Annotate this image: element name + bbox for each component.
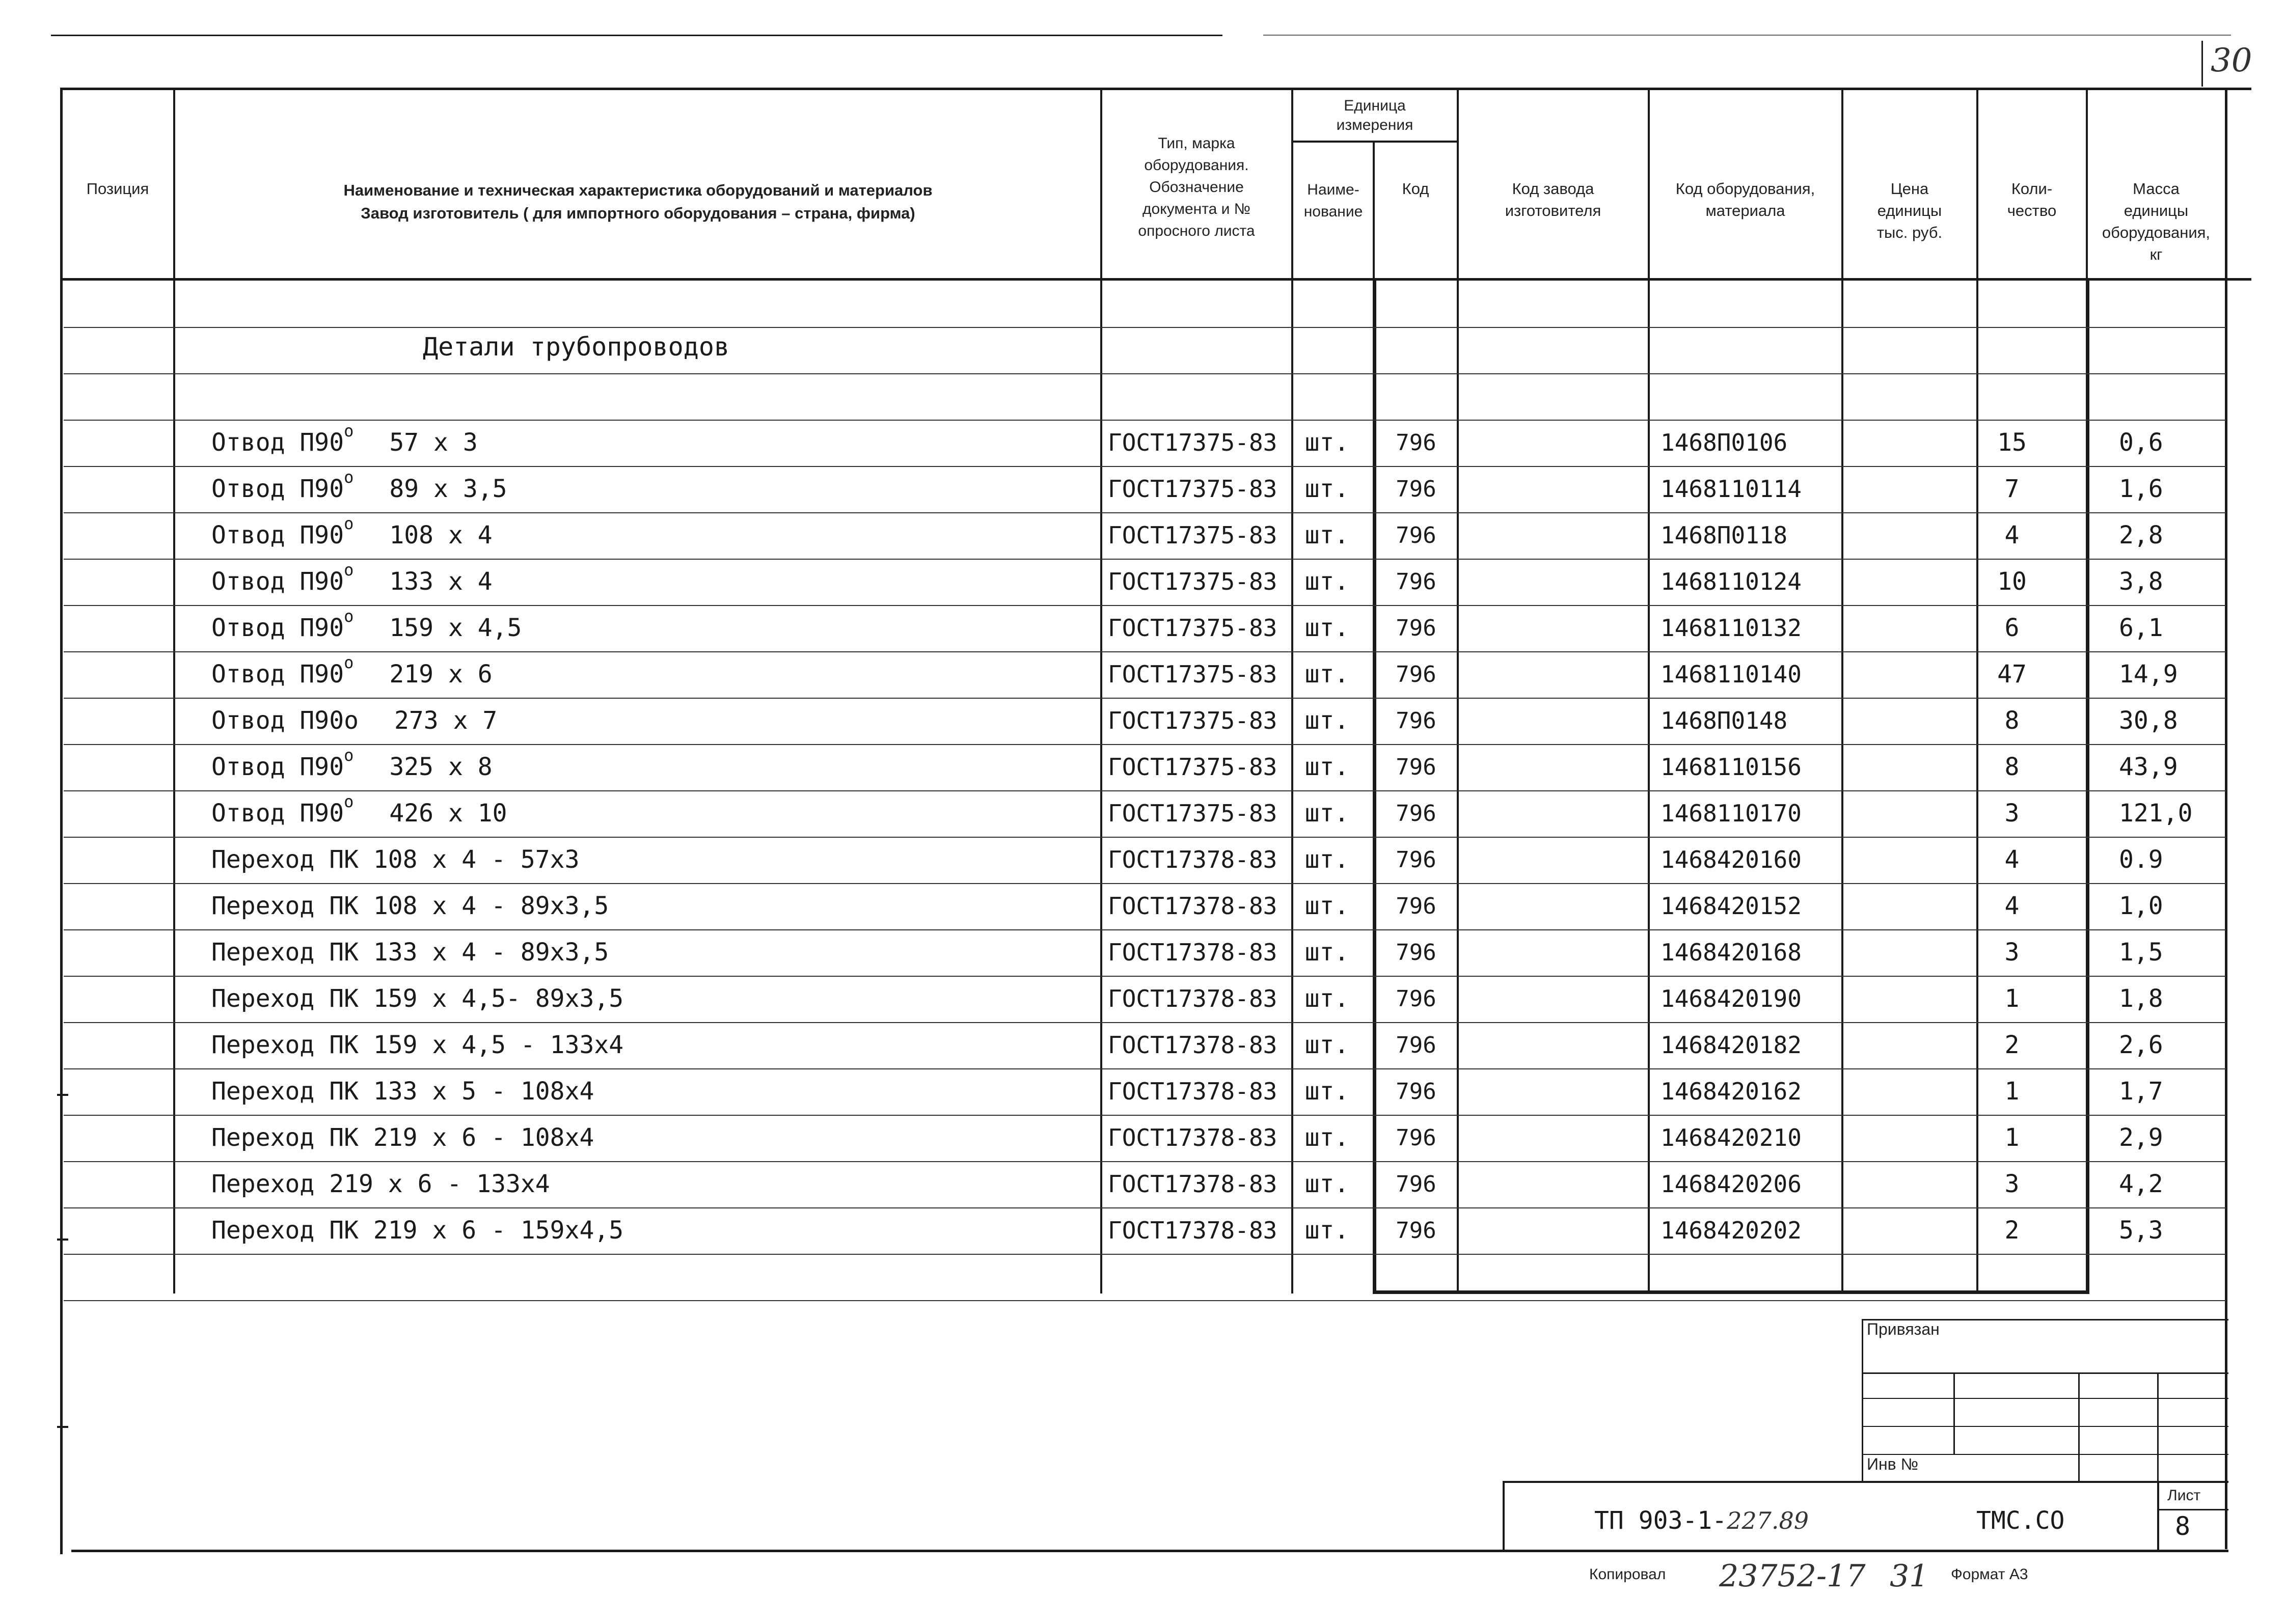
row-unit: шт. [1304, 1077, 1349, 1106]
row-name-text: Переход 219 х 6 - 133х4 [211, 1170, 550, 1198]
row-mass: 2,8 [2119, 521, 2163, 549]
header-unit-name-line1: Наиме- [1307, 181, 1359, 198]
row-name [211, 559, 493, 605]
row-unit-code: 796 [1396, 847, 1436, 873]
col-sep-factory-code [1648, 88, 1650, 1293]
row-gost: ГОСТ17375-83 [1108, 707, 1277, 734]
row-quantity: 47 [1997, 660, 2027, 689]
row-name [211, 1022, 623, 1068]
header-price-line1: Цена [1890, 180, 1929, 198]
row-mass: 14,9 [2119, 660, 2178, 689]
header-factory-code-line1: Код завода [1512, 180, 1594, 198]
row-material-code: 1468110114 [1661, 475, 1802, 503]
row-name-text: Переход ПК 108 х 4 - 89х3,5 [211, 892, 609, 920]
row-name-text: Отвод П90 [211, 521, 344, 549]
row-gost: ГОСТ17375-83 [1108, 475, 1277, 503]
row-material-code: 1468110170 [1661, 800, 1802, 827]
row-mass: 121,0 [2119, 799, 2193, 828]
row-gost: ГОСТ17378-83 [1108, 985, 1277, 1012]
row-unit-code: 796 [1396, 1125, 1436, 1151]
row-gost: ГОСТ17378-83 [1108, 1078, 1277, 1105]
row-material-code: 1468420210 [1661, 1124, 1802, 1151]
row-quantity: 8 [2004, 706, 2020, 735]
top-rule [51, 35, 1222, 36]
row-mass: 2,9 [2119, 1123, 2163, 1152]
row-mass: 1,5 [2119, 938, 2163, 967]
row-unit: шт. [1304, 706, 1349, 735]
row-unit-code: 796 [1396, 615, 1436, 641]
header-unit-group-line2: измерения [1336, 117, 1413, 133]
stamp-privyazan: Привязан [1867, 1320, 1940, 1338]
header-unit-group-line1: Единица [1344, 97, 1406, 114]
row-quantity: 1 [2004, 1077, 2020, 1106]
row-gost: ГОСТ17378-83 [1108, 939, 1277, 966]
row-name [211, 883, 609, 929]
col-sep-name [1100, 88, 1102, 1293]
row-unit-code: 796 [1396, 1079, 1436, 1105]
stamp-doc-code-hand: 227.89 [1727, 1507, 1809, 1534]
row-unit-code: 796 [1396, 569, 1436, 595]
row-gost: ГОСТ17375-83 [1108, 521, 1277, 549]
row-rule [64, 373, 2226, 374]
row-mass: 1,8 [2119, 984, 2163, 1013]
page-number: 30 [2211, 42, 2252, 79]
header-position: Позиция [86, 180, 149, 198]
row-material-code: 1468110156 [1661, 753, 1802, 781]
bold-box-bottom [1373, 1290, 2089, 1294]
row-gost: ГОСТ17375-83 [1108, 568, 1277, 595]
row-quantity: 2 [2004, 1031, 2020, 1059]
row-unit: шт. [1304, 1123, 1349, 1152]
col-sep-equip-code [1841, 88, 1843, 1293]
row-name-text: Переход ПК 219 х 6 - 159х4,5 [211, 1216, 624, 1245]
row-name [211, 1207, 623, 1254]
row-unit-code: 796 [1396, 893, 1436, 919]
row-unit: шт. [1304, 1170, 1349, 1198]
header-type-line1: Тип, марка [1158, 135, 1235, 152]
row-name [211, 1161, 550, 1207]
row-quantity: 4 [2004, 521, 2020, 549]
row-mass: 1,6 [2119, 475, 2163, 503]
header-unit-name-line2: нование [1303, 203, 1363, 220]
row-quantity: 1 [2004, 984, 2020, 1013]
row-degree: о [344, 607, 354, 626]
row-degree: о [344, 421, 354, 441]
row-size: 108 х 4 [389, 521, 493, 549]
row-mass: 1,0 [2119, 892, 2163, 920]
header-name-line1: Наименование и техническая характеристика оборудований и материалов [343, 181, 933, 199]
row-material-code: 1468420190 [1661, 985, 1802, 1012]
row-unit: шт. [1304, 428, 1349, 457]
margin-tick-1 [57, 1094, 68, 1096]
row-name-text: Переход ПК 133 х 4 - 89х3,5 [211, 938, 609, 967]
row-quantity: 2 [2004, 1216, 2020, 1245]
row-unit-code: 796 [1396, 1171, 1436, 1197]
table-top-border [60, 88, 2251, 90]
col-sep-type [1291, 88, 1293, 1293]
row-name [211, 976, 623, 1022]
row-unit: шт. [1304, 614, 1349, 642]
unit-group-divider [1291, 141, 1459, 143]
row-gost: ГОСТ17378-83 [1108, 892, 1277, 920]
title-block-top [1503, 1481, 2228, 1483]
row-degree: о [344, 653, 354, 672]
row-unit: шт. [1304, 567, 1349, 596]
row-gost: ГОСТ17375-83 [1108, 429, 1277, 456]
stamp-list-label: Лист [2167, 1487, 2201, 1504]
row-name-text: Переход ПК 159 х 4,5 - 133х4 [211, 1031, 624, 1059]
row-quantity: 4 [2004, 845, 2020, 874]
row-quantity: 15 [1997, 428, 2027, 457]
table-right-border [2225, 88, 2227, 1549]
header-factory-code-line2: изготовителя [1505, 202, 1601, 219]
row-unit: шт. [1304, 845, 1349, 874]
row-name-text: Переход ПК 108 х 4 - 57х3 [211, 845, 580, 874]
row-gost: ГОСТ17375-83 [1108, 614, 1277, 642]
row-gost: ГОСТ17375-83 [1108, 753, 1277, 781]
sheet-bottom-border [71, 1550, 2228, 1552]
row-unit-code: 796 [1396, 522, 1436, 548]
row-unit: шт. [1304, 660, 1349, 689]
row-mass: 1,7 [2119, 1077, 2163, 1106]
row-unit-code: 796 [1396, 754, 1436, 780]
row-name [211, 929, 609, 976]
row-size: 89 х 3,5 [389, 475, 507, 503]
row-material-code: 1468П0118 [1661, 521, 1788, 549]
header-name-line2: Завод изготовитель ( для импортного оборудования – страна, фирма) [361, 204, 915, 222]
row-gost: ГОСТ17375-83 [1108, 660, 1277, 688]
col-sep-unit-code [1457, 88, 1459, 1293]
row-quantity: 3 [2004, 938, 2020, 967]
stamp-doc-code-typed: ТП 903-1- [1594, 1506, 1727, 1535]
header-equip-code-line2: материала [1705, 202, 1785, 219]
margin-tick-2 [57, 1238, 68, 1241]
row-name-text: Отвод П90 [211, 799, 344, 828]
row-unit: шт. [1304, 1216, 1349, 1245]
top-rule-tail [1263, 35, 2231, 36]
stamp-mark: ТМС.СО [1976, 1506, 2065, 1535]
row-material-code: 1468110140 [1661, 660, 1802, 688]
row-name [211, 512, 493, 559]
bold-box-right [2086, 278, 2089, 1293]
row-material-code: 1468П0106 [1661, 429, 1788, 456]
row-unit-code: 796 [1396, 801, 1436, 827]
header-type-line4: документа и № [1142, 201, 1250, 217]
page-number-divider [2201, 41, 2203, 87]
row-unit-code: 796 [1396, 430, 1436, 456]
row-mass: 6,1 [2119, 614, 2163, 642]
row-name [211, 790, 507, 837]
col-sep-position [173, 88, 175, 1293]
row-mass: 43,9 [2119, 753, 2178, 781]
row-name-text: Отвод П90 [211, 660, 344, 689]
row-name-text: Отвод П90 [211, 614, 344, 642]
row-degree: о [344, 560, 354, 580]
section-title: Детали трубопроводов [423, 332, 730, 362]
row-name-text: Переход ПК 133 х 5 - 108х4 [211, 1077, 594, 1106]
row-unit-code: 796 [1396, 1218, 1436, 1244]
row-material-code: 1468420168 [1661, 939, 1802, 966]
row-size: 273 х 7 [394, 706, 498, 735]
row-name [211, 744, 493, 790]
row-size: 133 х 4 [389, 567, 493, 596]
stamp-inv: Инв № [1867, 1455, 1918, 1473]
row-unit-code: 796 [1396, 708, 1436, 734]
row-unit: шт. [1304, 799, 1349, 828]
row-name [211, 651, 493, 698]
row-name [211, 466, 507, 512]
row-unit: шт. [1304, 892, 1349, 920]
row-quantity: 1 [2004, 1123, 2020, 1152]
row-unit-code: 796 [1396, 662, 1436, 687]
row-degree: о [344, 792, 354, 811]
row-size: 57 х 3 [389, 428, 478, 457]
row-unit: шт. [1304, 1031, 1349, 1059]
row-rule [64, 1300, 2226, 1301]
header-unit-code: Код [1402, 180, 1429, 198]
row-size: 219 х 6 [389, 660, 493, 689]
row-quantity: 3 [2004, 799, 2020, 828]
row-gost: ГОСТ17378-83 [1108, 1170, 1277, 1198]
title-block-list-line [2157, 1509, 2228, 1510]
header-qty-line1: Коли- [2011, 180, 2053, 198]
header-price-line2: единицы [1877, 202, 1942, 219]
row-size: 325 х 8 [389, 753, 493, 781]
row-name-text: Отвод П90 [211, 567, 344, 596]
header-type-line2: оборудования. [1144, 157, 1249, 174]
row-mass: 4,2 [2119, 1170, 2163, 1198]
title-block-list-sep [2157, 1481, 2159, 1550]
row-rule [64, 1254, 2226, 1255]
header-type-line3: Обозначение [1149, 179, 1244, 196]
row-rule [64, 327, 2226, 328]
row-gost: ГОСТ17375-83 [1108, 800, 1277, 827]
stamp-line-1 [1862, 1372, 2228, 1374]
footer-order-suffix: 31 [1890, 1558, 1929, 1594]
row-name-text: Переход ПК 159 х 4,5- 89х3,5 [211, 984, 624, 1013]
row-name-text: Отвод П90 [211, 753, 344, 781]
row-size: 426 х 10 [389, 799, 507, 828]
footer-format: Формат А3 [1951, 1566, 2028, 1583]
row-quantity: 7 [2004, 475, 2020, 503]
row-mass: 30,8 [2119, 706, 2178, 735]
row-name [211, 1115, 594, 1161]
row-unit: шт. [1304, 984, 1349, 1013]
margin-tick-3 [57, 1426, 68, 1428]
stamp-vsep-3 [2157, 1372, 2159, 1482]
stamp-left [1862, 1319, 1863, 1482]
row-material-code: 1468420160 [1661, 846, 1802, 873]
row-unit-code: 796 [1396, 940, 1436, 966]
row-unit-code: 796 [1396, 476, 1436, 502]
row-name [211, 1068, 594, 1115]
header-mass-line4: кг [2149, 245, 2163, 263]
row-mass: 2,6 [2119, 1031, 2163, 1059]
row-quantity: 10 [1997, 567, 2027, 596]
row-quantity: 3 [2004, 1170, 2020, 1198]
stamp-line-3 [1862, 1426, 2228, 1427]
stamp-vsep-1 [1953, 1372, 1955, 1454]
row-gost: ГОСТ17378-83 [1108, 1217, 1277, 1244]
row-name-text: Переход ПК 219 х 6 - 108х4 [211, 1123, 594, 1152]
footer-order-number: 23752-17 [1719, 1558, 1866, 1594]
row-unit: шт. [1304, 521, 1349, 549]
row-name [211, 837, 579, 883]
row-unit: шт. [1304, 475, 1349, 503]
header-equip-code-line1: Код оборудования, [1675, 180, 1815, 198]
table-left-border [60, 88, 63, 1554]
row-material-code: 1468420152 [1661, 892, 1802, 920]
row-unit: шт. [1304, 753, 1349, 781]
row-name [211, 605, 522, 651]
row-material-code: 1468420162 [1661, 1078, 1802, 1105]
row-mass: 0.9 [2119, 845, 2163, 874]
row-unit-code: 796 [1396, 986, 1436, 1012]
row-name-text: Отвод П90 [211, 428, 344, 457]
footer-copied: Копировал [1589, 1566, 1666, 1583]
header-bottom-border [60, 278, 2251, 281]
row-unit-code: 796 [1396, 1032, 1436, 1058]
stamp-list-number: 8 [2175, 1511, 2191, 1541]
row-quantity: 4 [2004, 892, 2020, 920]
row-gost: ГОСТ17378-83 [1108, 1031, 1277, 1059]
row-degree: о [344, 746, 354, 765]
header-type-line5: опросного листа [1138, 223, 1255, 239]
row-material-code: 1468110124 [1661, 568, 1802, 595]
row-material-code: 1468П0148 [1661, 707, 1788, 734]
row-name-text: Отвод П90 [211, 475, 344, 503]
row-name-text: Отвод П90о [211, 706, 359, 735]
row-material-code: 1468110132 [1661, 614, 1802, 642]
header-qty-line2: чество [2007, 202, 2057, 219]
row-quantity: 8 [2004, 753, 2020, 781]
stamp-vsep-2 [2078, 1372, 2080, 1482]
title-block-left [1503, 1481, 1505, 1550]
header-mass-line3: оборудования, [2102, 224, 2211, 241]
row-material-code: 1468420202 [1661, 1217, 1802, 1244]
header-mass-line2: единицы [2124, 202, 2189, 219]
row-mass: 5,3 [2119, 1216, 2163, 1245]
row-gost: ГОСТ17378-83 [1108, 1124, 1277, 1151]
row-mass: 0,6 [2119, 428, 2163, 457]
row-degree: о [344, 514, 354, 533]
row-material-code: 1468420182 [1661, 1031, 1802, 1059]
row-material-code: 1468420206 [1661, 1170, 1802, 1198]
row-name [211, 420, 478, 466]
row-degree: о [344, 467, 354, 487]
row-name [211, 698, 497, 744]
col-sep-price [1976, 88, 1978, 1293]
header-mass-line1: Масса [2133, 180, 2180, 198]
stamp-line-2 [1862, 1398, 2228, 1399]
row-quantity: 6 [2004, 614, 2020, 642]
row-gost: ГОСТ17378-83 [1108, 846, 1277, 873]
header-price-line3: тыс. руб. [1876, 224, 1943, 241]
row-size: 159 х 4,5 [389, 614, 522, 642]
row-mass: 3,8 [2119, 567, 2163, 596]
row-unit: шт. [1304, 938, 1349, 967]
stamp-doc-code [1594, 1506, 1809, 1535]
